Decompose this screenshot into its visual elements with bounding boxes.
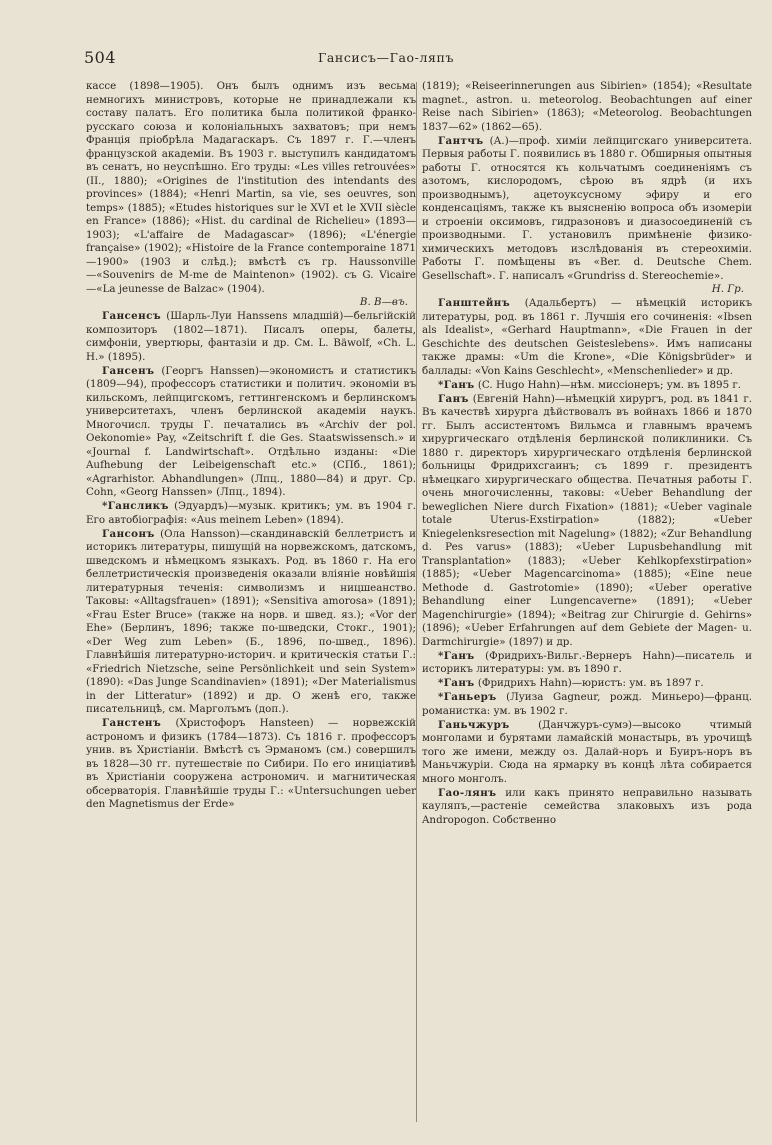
- entry-text: (Фридрихъ Hahn)—юристъ: ум. въ 1897 г.: [477, 677, 704, 689]
- entry-text: или какъ принято неправильно называть кауляпъ,—растеніе семейства злаковыхъ изъ рода Andropogon. Собственно: [422, 786, 752, 826]
- entry-headword: Ганстенъ: [102, 717, 162, 729]
- entry-headword: Ганштейнъ: [438, 297, 510, 309]
- dictionary-entry: [86, 717, 416, 812]
- entry-text: (Георгъ Hanssen)—экономистъ и статистикъ (1809—94), профессоръ статистики и политич. экономіи въ кильскомъ, лейпцигскомъ, геттингенскомъ и берлинскомъ университетахъ, членъ берлинской академіи наукъ. Многочисл. труды Г. печатались въ «Archiv der pol. Oekonomie» Pay, «Zeitschrift f. die Ges. Staatswissensch.» и «Journal f. Landwirtschaft». Отдѣльно изданы: «Die Aufhebung der Leibeigenschaft etc.» (СПб., 1861); «Agrarhistor. Abhandlungen» (Лпц., 1880—84) и друг. Ср. Cohn, «Georg Hanssen» (Лпц., 1894).: [86, 364, 416, 498]
- dictionary-entry: [422, 135, 752, 297]
- running-head: Гансисъ—Гао-ляпъ: [317, 50, 455, 65]
- entry-headword: Гантчъ: [438, 134, 484, 147]
- entry-text: (А.)—проф. химіи лейпцигскаго университета. Первыя работы Г. появились въ 1880 г. Обширныя опытныя работы Г. относятся къ кольчатымъ соединеніямъ съ азотомъ, кислородомъ, сѣрою въ ядрѣ (и ихъ производнымъ), ацетоуксусному эфиру и его конденсаціямъ, также къ выясненію вопроса объ изомеріи и строеніи оксимовъ, гидразоновъ и диазосоединеній съ производными. Г. установилъ примѣненіе физико-химическихъ методовъ изслѣдованія въ стереохиміи. Работы Г. помѣщены въ «Ber. d. Deutsche Chem. Gesellschaft». Г. написалъ «Grundriss d. Stereochemie».: [422, 134, 752, 282]
- dictionary-entry: [86, 80, 416, 310]
- entry-text: (Эдуардъ)—музык. критикъ; ум. въ 1904 г. Его автобіографія: «Aus meinem Leben» (1894).: [86, 500, 416, 526]
- entry-headword: *Гансликъ: [102, 500, 169, 512]
- entry-text: (Луиза Gagneur, рожд. Миньеро)—франц. романистка: ум. въ 1902 г.: [422, 691, 752, 717]
- entry-headword: Гансенсъ: [102, 310, 162, 322]
- entry-headword: *Ганъ: [438, 677, 475, 689]
- entry-headword: *Ганъ: [438, 378, 475, 391]
- entry-headword: *Ганьеръ: [438, 691, 497, 703]
- dictionary-entry: [422, 379, 752, 393]
- entry-headword: Гансенъ: [102, 364, 155, 377]
- dictionary-entry: [422, 393, 752, 650]
- entry-text: (Данчжуръ-сумэ)—высоко чтимый монголами и бурятами ламайскій монастырь, въ урочищѣ того же имени, между оз. Далай-норъ и Буиръ-норъ въ Маньчжуріи. Сюда на ярмарку въ концѣ лѣта собирается много монголъ.: [422, 718, 752, 785]
- entry-headword: *Ганъ: [438, 649, 475, 662]
- dictionary-entry: [86, 310, 416, 364]
- dictionary-entry: [86, 500, 416, 527]
- entry-text: (Адальбертъ) — нѣмецкій историкъ литературы, род. въ 1861 г. Лучшія его сочиненія: «Ibsen als Idealist», «Gerhard Hauptmann», «Die Frauen in der Geschichte des deutschen Geisteslebens». Имъ написаны также драмы: «Um die Krone», «Die Königsbrüder» и баллады: «Von Kains Geschlecht», «Menschenlieder» и др.: [422, 297, 752, 377]
- dictionary-entry: [422, 80, 752, 134]
- page-number: 504: [84, 48, 117, 67]
- entry-text: (Фридрихъ-Вильг.-Вернеръ Hahn)—писатель и историкъ литературы: ум. въ 1890 г.: [422, 649, 752, 675]
- column-divider: [416, 82, 417, 1122]
- entry-headword: Гао-лянъ: [438, 786, 497, 799]
- author-signature: В. В—въ.: [359, 296, 408, 308]
- entry-headword: Гансонъ: [102, 527, 155, 540]
- dictionary-entry: [422, 650, 752, 677]
- dictionary-entry: [422, 297, 752, 378]
- entry-text: (Христофоръ Hansteen) — норвежскій астрономъ и физикъ (1784—1873). Съ 1816 г. профессоръ унив. въ Христіаніи. Вмѣстѣ съ Эрманомъ (см.) совершилъ въ 1828—30 гг. путешествіе по Сибири. По его иниціативѣ въ Христіаніи сооружена астрономич. и магнитическая обсерваторія. Главнѣйшіе труды Г.: «Untersuchungen ueber den Magnetismus der Erde»: [86, 717, 416, 810]
- author-signature: Н. Гр.: [711, 283, 744, 295]
- dictionary-entry: [86, 528, 416, 717]
- entry-headword: Ганьчжуръ: [438, 718, 510, 731]
- entry-text: (Евгеній Hahn)—нѣмецкій хирургъ, род. въ 1841 г. Въ качествѣ хирурга дѣйствовалъ въ войнахъ 1866 и 1870 гг. Былъ ассистентомъ Вильмса и главнымъ врачемъ хирургическаго отдѣленія берлинской поликлиники. Съ 1880 г. директоръ хирургическаго отдѣленія берлинской больницы Фридрихсгаинъ; съ 1899 г. президентъ нѣмецкаго хирургическаго общества. Печатныя работы Г. очень многочисленны, таковы: «Ueber Behandlung der beweglichen Niere durch Fixation» (1881); «Ueber vaginale totale Uterus-Exstirpation» (1882); «Ueber Kniegelenksresection mit Nagelung» (1882); «Zur Behandlung d. Pes varus» (1883); «Ueber Lupusbehandlung mit Transplantation» (1883); «Ueber Kehlkopfexstirpation» (1885); «Ueber Magencarcinoma» (1885); «Eine neue Methode d. Gastrotomie» (1890); «Ueber operative Behandlung einer Lungencaverne» (1891); «Ueber Magenchirurgie» (1894); «Beitrag zur Chirurgie d. Gehirns» (1896); «Ueber Erfahrungen auf dem Gebiete der Magen- u. Darmchirurgie» (1897) и др.: [422, 392, 752, 648]
- dictionary-entry: [422, 787, 752, 828]
- entry-text: (Ола Hansson)—скандинавскій беллетристъ и историкъ литературы, пишущій на норвежскомъ, датскомъ, шведскомъ и нѣмецкомъ языкахъ. Род. въ 1860 г. На его беллетристическія произведенія оказали вліяніе новѣйшія литературныя теченія: символизмъ и ницшеанство. Таковы: «Alltagsfrauen» (1891); «Sensitiva amorosa» (1891); «Frau Ester Bruce» (также на норв. и швед. яз.); «Vor der Ehe» (Берлинъ, 1896; также по-шведски, Стокг., 1901); «Der Weg zum Leben» (Б., 1896, по-швед., 1896). Главнѣйшія литературно-историч. и критическія статьи Г.: «Friedrich Nietzsche, seine Persönlichkeit und sein System» (1890): «Das Junge Scandinavien» (1891); «Der Materialismus in der Litteratur» (1892) и др. О женѣ его, также писательницѣ, см. Марголъмъ (доп.).: [86, 527, 416, 715]
- entry-text: (C. Hugo Hahn)—нѣм. миссіонеръ; ум. въ 1895 г.: [477, 378, 742, 391]
- entry-text: (Шарль-Луи Hanssens младшій)—бельгійскій композиторъ (1802—1871). Писалъ оперы, балеты, симфоніи, увертюры, фантазіи и др. См. L. Bäwolf, «Ch. L. H.» (1895).: [86, 310, 416, 363]
- dictionary-entry: [86, 365, 416, 500]
- dictionary-entry: [422, 719, 752, 787]
- left-column: [86, 80, 416, 1132]
- dictionary-entry: [422, 677, 752, 691]
- entry-headword: Ганъ: [438, 392, 469, 405]
- entry-text: (1819); «Reiseerinnerungen aus Sibirien» (1854); «Resultate magnet., astron. u. meteorolog. Beobachtungen auf einer Reise nach Sibirien» (1863); «Meteorolog. Beobachtungen 1837—62» (1862—65).: [422, 80, 752, 133]
- dictionary-entry: [422, 691, 752, 718]
- right-column: [422, 80, 752, 1132]
- entry-text: кассе (1898—1905). Онъ былъ однимъ изъ весьма немногихъ министровъ, которые не принадлежали къ составу палатъ. Его политика была политикой франко-русскаго союза и колоніальныхъ захватовъ; при немъ Франція пріобрѣла Мадагаскаръ. Съ 1897 г. Г.—членъ французской академіи. Въ 1903 г. выступилъ кандидатомъ въ сенатъ, но неуспѣшно. Его труды: «Les villes retrouvées» (II., 1880); «Origines de l'institution des intendants des provinces» (1884); «Henri Martin, sa vie, ses oeuvres, son temps» (1885); «Etudes historiques sur le XVI et le XVII siècle en France» (1886); «Hist. du cardinal de Richelieu» (1893—1903); «L'affaire de Madagascar» (1896); «L'énergie française» (1902); «Histoire de la France contemporaine 1871—1900» (1903 и слѣд.); вмѣстѣ съ гр. Haussonville—«Souvenirs de M-me de Maintenon» (1902). съ G. Vicaire—«La jeunesse de Balzac» (1904).: [86, 80, 416, 295]
